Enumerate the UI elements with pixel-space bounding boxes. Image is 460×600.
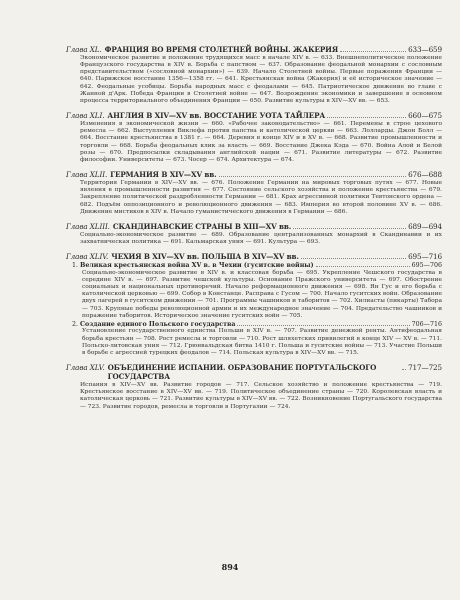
subsection-number: 2. bbox=[72, 320, 79, 328]
chapter-pages: 660—675 bbox=[408, 111, 442, 121]
chapter-heading bbox=[66, 111, 442, 120]
chapter-heading bbox=[66, 363, 442, 381]
subsection-heading bbox=[66, 262, 442, 270]
dot-leader bbox=[402, 369, 406, 370]
subsection-number: 1. bbox=[72, 262, 79, 270]
chapter-title: АНГЛИЯ В XIV—XV вв. ВОССТАНИЕ УОТА ТАЙЛЕРА bbox=[107, 111, 326, 121]
chapter-heading bbox=[66, 45, 442, 54]
toc-chapter-41 bbox=[66, 111, 442, 164]
chapter-pages: 633—659 bbox=[408, 45, 442, 54]
dot-leader bbox=[293, 228, 406, 229]
toc-chapter-42 bbox=[66, 170, 442, 216]
toc-subsection-2 bbox=[66, 321, 442, 357]
chapter-summary: Изменения в экономической жизни — 660. «Рабочее законодательство» — 661. Перемены в строе цехового ремесла — 662. Выступления Виклефа против папства и католической церкви — 663. Лолларды. Джон Болл — 664. Восстание крестьянства в 1381 г. — 664. Деревня в конце XIV и в XV в. — 668. Развитие промышленности и торговли — 668. Борьба феодальных клик за власть — 669. Восстание Джека Кэда — 670. Война Алой и Белой розы — 670. Предпосылки складывания английской нации — 671. Развитие литературы — 672. Развитие философии. Университеты — 673. Чосер — 674. Архитектура — 674. bbox=[80, 121, 442, 163]
dot-leader bbox=[340, 51, 406, 52]
chapter-label: Глава XLII. bbox=[66, 170, 108, 180]
dot-leader bbox=[237, 325, 409, 326]
subsection-title: Великая крестьянская война XV в. в Чехии (гуситские войны) bbox=[80, 262, 314, 270]
toc-chapter-40 bbox=[66, 45, 442, 105]
chapter-label: Глава XLI. bbox=[66, 111, 105, 121]
chapter-title: ГЕРМАНИЯ В XIV—XV вв. bbox=[110, 170, 217, 180]
chapter-summary: Испания в XIV—XV вв. Развитие городов — 717. Сельское хозяйство и положение крестьянства — 719. Крестьянское восстание в XIV—XV вв. — 719. Политическое объединение страны — 720. Королевская власть и католическая церковь — 721. Развитие культуры в XIV—XV вв. — 722. Возникновение Португальского государства — 723. Развитие городов, ремесла и торговли в Португалии — 724. bbox=[80, 382, 442, 410]
toc-chapter-44 bbox=[66, 252, 442, 357]
chapter-pages: 689—694 bbox=[408, 221, 442, 231]
table-of-contents bbox=[66, 45, 442, 417]
chapter-heading bbox=[66, 170, 442, 179]
dot-leader bbox=[316, 266, 410, 267]
chapter-heading bbox=[66, 222, 442, 231]
chapter-title: ЧЕХИЯ В XIV—XV вв. ПОЛЬША В XIV—XV вв. bbox=[111, 252, 299, 262]
dot-leader bbox=[301, 258, 406, 259]
chapter-title: ФРАНЦИЯ ВО ВРЕМЯ СТОЛЕТНЕЙ ВОЙНЫ. ЖАКЕРИЯ bbox=[104, 45, 339, 54]
chapter-pages: 695—716 bbox=[408, 252, 442, 262]
dot-leader bbox=[219, 176, 407, 177]
subsection-summary: Установление государственного единства Польши в XIV в. — 707. Развитие денежной ренты. Антифеодальная борьба крестьян — 708. Рост ремесла и торговли — 710. Рост шляхетских привилегий в конце XIV — XV в. — 711. Польско-литовская уния — 712. Грюнвальдская битва 1410 г. Польша и гуситские войны — 713. Участие Польши в борьбе с агрессией турецких феодалов — 714. Польская культура в XIV—XV вв. — 715. bbox=[82, 328, 442, 356]
chapter-label: Глава XL. bbox=[66, 45, 102, 54]
chapter-summary: Территория Германии в XIV—XV вв. — 676. Положение Германии на мировых торговых путях — 677. Новые явления в промышленности развития — 677. Состояние сельского хозяйства и положение крестьянства — 679. Закрепление политической раздробленности Германии — 681. Крах агрессивной политики Тевтонского ордена — 682. Подъём оппозиционного и революционного движения — 683. Империя во второй половине XV в. — 686. Движение мистиков в XIV в. Начало гуманистического движения в Германии — 686. bbox=[80, 180, 442, 215]
subsection-pages: 706—716 bbox=[411, 320, 442, 328]
subsection-summary: Социально-экономическое развитие в XIV в. и классовая борьба — 695. Укрепление Чешского государства в середине XIV в. — 697. Развитие чешской культуры. Основание Пражского университета — 697. Обострение социальных и национальных противоречий. Начало реформационного движения — 698. Ян Гус и его борьба с католической церковью — 699. Собор в Констанце. Расправа с Гусом — 700. Начало гуситских войн. Образование двух лагерей в гуситском движении — 701. Программы чашников и таборитов — 702. Хилиасты (пикарты) Табора — 703. Крупные победы революционной армии и их международное значение — 704. Предательство чашников и поражение таборитов. Историческое значение гуситских войн — 705. bbox=[82, 269, 442, 319]
dot-leader bbox=[327, 117, 406, 118]
chapter-heading bbox=[66, 252, 442, 261]
chapter-pages: 676—688 bbox=[408, 170, 442, 180]
chapter-title: ОБЪЕДИНЕНИЕ ИСПАНИИ. ОБРАЗОВАНИЕ ПОРТУГАЛЬСКОГО ГОСУДАРСТВА bbox=[107, 363, 377, 382]
page-number: 894 bbox=[221, 562, 239, 572]
chapter-label: Глава XLIV. bbox=[66, 252, 109, 262]
subsection-title: Создание единого Польского государства bbox=[80, 320, 236, 328]
chapter-pages: 717—725 bbox=[408, 363, 442, 373]
toc-chapter-43 bbox=[66, 222, 442, 246]
chapter-summary: Социально-экономическое развитие — 689. Образование централизованных монархий в Скандинавии и их захватническая политика — 691. Кальмарская уния — 691. Культура — 693. bbox=[80, 231, 442, 245]
chapter-label: Глава XLV. bbox=[66, 363, 105, 373]
chapter-title: СКАНДИНАВСКИЕ СТРАНЫ В XIII—XV вв. bbox=[112, 221, 292, 231]
chapter-label: Глава XLIII. bbox=[66, 221, 110, 231]
toc-chapter-45 bbox=[66, 363, 442, 411]
toc-subsection-1 bbox=[66, 262, 442, 320]
chapter-summary: Экономическое развитие и положение трудящихся масс в начале XIV в. — 633. Внешнеполитическое положение Французского государства в XIV в. Борьба с папством — 637. Образование феодальной монархии с сословным представительством («сословной монархии») — 639. Начало Столетней войны. Первые поражения Франции — 640. Парижское восстание 1356—1358 гг. — 641. Крестьянская война (Жакерия) и её историческое значение — 642. Феодальные усобицы. Борьба народных масс с феодалами — 645. Патриотическое движение во главе с Жанной д'Арк. Победа Франции в Столетней войне — 647. Возрождение экономики и завершение в основном процесса территориального объединения Франции — 650. Развитие культуры в XIV—XV вв. — 653. bbox=[80, 55, 442, 104]
subsection-pages: 695—706 bbox=[411, 262, 442, 270]
